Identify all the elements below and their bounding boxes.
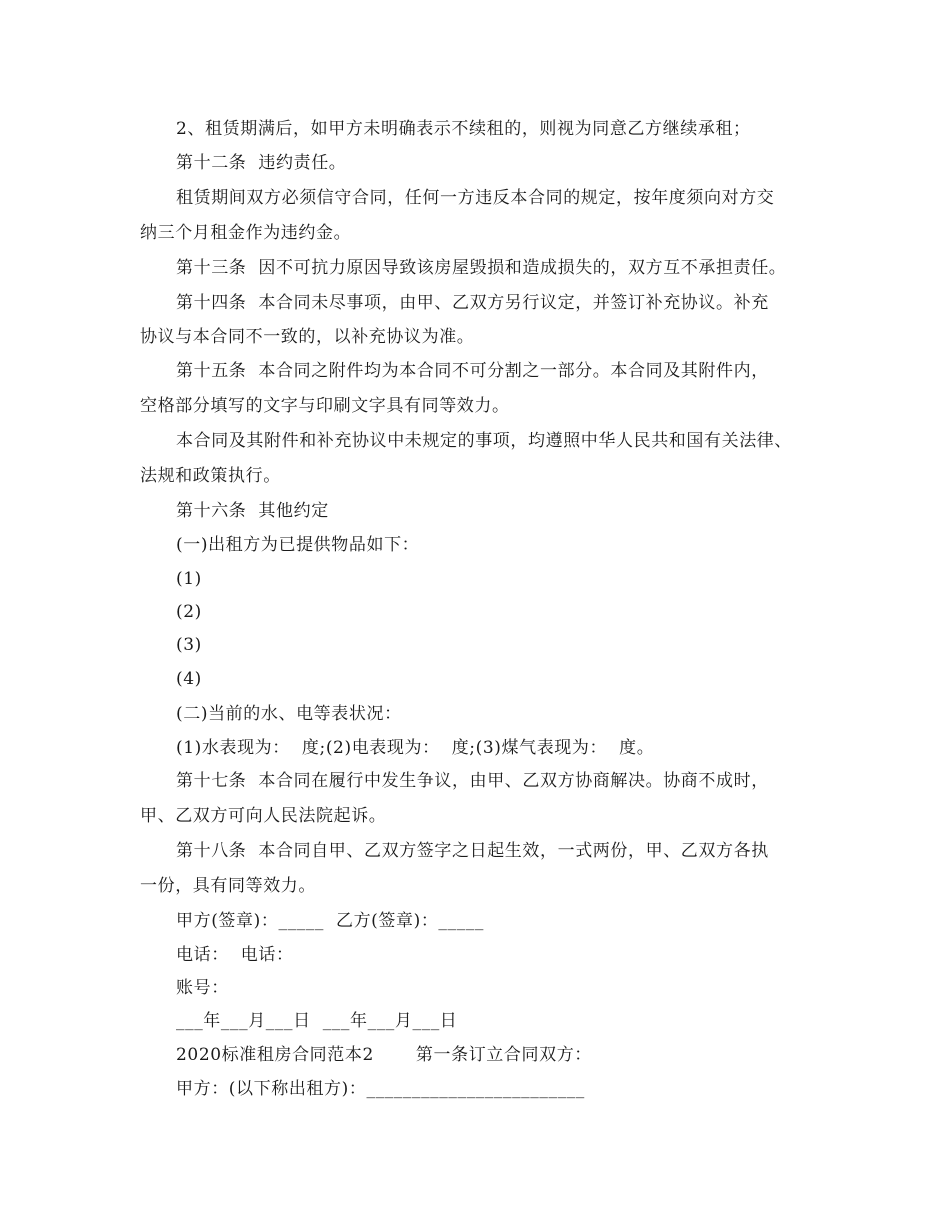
- date-line: ___年___月___日 ___年___月___日: [176, 1011, 458, 1031]
- clause-15-text-line-1: 第十五条 本合同之附件均为本合同不可分割之一部分。本合同及其附件内，: [176, 361, 769, 381]
- general-provision-line-1: 本合同及其附件和补充协议中未规定的事项，均遵照中华人民共和国有关法律、: [176, 431, 792, 451]
- item-4: (4): [176, 669, 202, 689]
- clause-15-text-line-2: 空格部分填写的文字与印刷文字具有同等效力。: [140, 396, 510, 416]
- meter-status-heading: (二)当前的水、电等表状况：: [176, 704, 402, 724]
- clause-14-text-line-1: 第十四条 本合同未尽事项，由甲、乙双方另行议定，并签订补充协议。补充: [176, 293, 769, 313]
- item-1: (1): [176, 569, 202, 589]
- signature-line: 甲方(签章)：_____ 乙方(签章)：_____: [176, 911, 484, 931]
- account-line: 账号：: [176, 978, 229, 998]
- phone-line: 电话： 电话：: [176, 945, 294, 965]
- item-2: (2): [176, 602, 202, 622]
- contract-2-title: 2020标准租房合同范本2 第一条订立合同双方：: [176, 1045, 592, 1065]
- lessor-line: 甲方：(以下称出租方)：________________________: [176, 1079, 585, 1099]
- clause-11-item-2: 2、租赁期满后，如甲方未明确表示不续租的，则视为同意乙方继续承租；: [176, 119, 751, 139]
- clause-18-text-line-1: 第十八条 本合同自甲、乙双方签字之日起生效，一式两份，甲、乙双方各执: [176, 841, 769, 861]
- items-provided-heading: (一)出租方为已提供物品如下：: [176, 535, 420, 555]
- clause-16-heading: 第十六条 其他约定: [176, 501, 329, 521]
- general-provision-line-2: 法规和政策执行。: [140, 466, 281, 486]
- item-3: (3): [176, 635, 202, 655]
- clause-18-text-line-2: 一份，具有同等效力。: [140, 876, 316, 896]
- clause-13-text: 第十三条 因不可抗力原因导致该房屋毁损和造成损失的，双方互不承担责任。: [176, 258, 787, 278]
- clause-17-text-line-1: 第十七条 本合同在履行中发生争议，由甲、乙双方协商解决。协商不成时，: [176, 771, 769, 791]
- clause-12-text-line-2: 纳三个月租金作为违约金。: [140, 223, 352, 243]
- clause-14-text-line-2: 协议与本合同不一致的，以补充协议为准。: [140, 327, 475, 347]
- clause-12-text-line-1: 租赁期间双方必须信守合同，任何一方违反本合同的规定，按年度须向对方交: [176, 188, 775, 208]
- clause-12-heading: 第十二条 违约责任。: [176, 153, 347, 173]
- meter-readings: (1)水表现为： 度;(2)电表现为： 度;(3)煤气表现为： 度。: [176, 738, 655, 758]
- clause-17-text-line-2: 甲、乙双方可向人民法院起诉。: [140, 806, 387, 826]
